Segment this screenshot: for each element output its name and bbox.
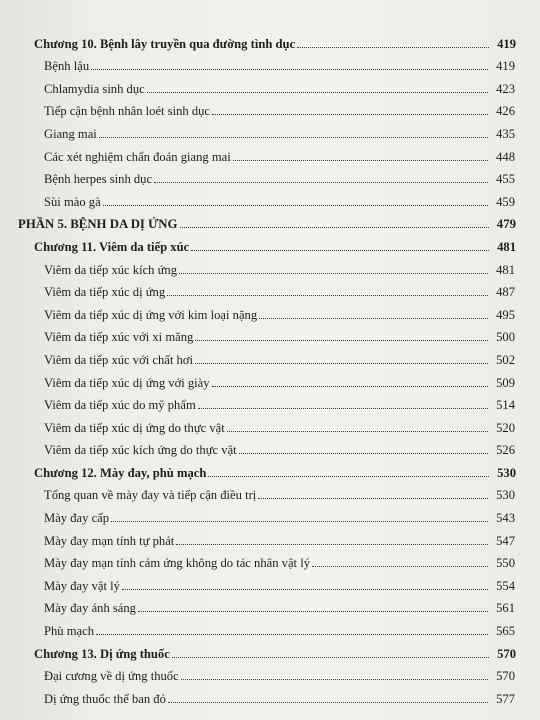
toc-page-number: 514 [496,398,515,413]
toc-entry-title: Đại cương về dị ứng thuốc [44,669,179,684]
toc-entry-title: Chương 11. Viêm da tiếp xúc [34,239,190,254]
toc-page-number: 487 [496,285,515,300]
dot-leader [227,431,488,432]
dot-leader [239,453,488,454]
toc-page-number: 500 [496,330,515,345]
dot-leader [297,47,489,48]
dot-leader [233,160,488,161]
toc-entry-title: Viêm da tiếp xúc dị ứng với kim loại nặng [44,307,258,322]
dot-leader [208,476,489,477]
toc-entry-title: Tiếp cận bệnh nhân loét sinh dục [44,104,211,119]
toc-page-number: 530 [496,488,515,503]
toc-entry [0,141,540,164]
dot-leader [191,250,489,251]
toc-page-number: 481 [497,239,516,254]
toc-entry [0,277,540,300]
dot-leader [198,408,488,409]
toc-entry [0,367,540,390]
toc-page-number: 502 [496,352,515,367]
dot-leader [103,205,488,206]
toc-entry [0,118,540,141]
toc-page-number: 435 [496,126,515,141]
toc-entry-title: Viêm da tiếp xúc với chất hơi [44,352,193,367]
toc-page-number: 577 [496,691,515,706]
toc-entry [0,570,540,593]
toc-part-heading [0,209,540,232]
toc-page-number: 530 [497,465,516,480]
toc-entry [0,435,540,458]
dot-leader [138,611,488,612]
toc-entry-title: Mày đay mạn tính cảm ứng không do tác nhân vật lý [44,556,310,571]
toc-entry-title: Viêm da tiếp xúc dị ứng với giày [44,375,210,390]
dot-leader [312,566,488,567]
toc-entry [0,73,540,96]
toc-entry-title: Viêm da tiếp xúc dị ứng do thực vật [44,420,225,435]
dot-leader [154,182,488,183]
dot-leader [168,702,488,703]
dot-leader [181,679,488,680]
dot-leader [111,521,488,522]
toc-entry-title: Viêm da tiếp xúc kích ứng do thực vật [44,443,237,458]
toc-page-number: 547 [496,533,515,548]
toc-entry [0,390,540,413]
toc-page-number: 419 [497,36,516,51]
toc-page-number: 554 [496,578,515,593]
toc-entry [0,593,540,616]
toc-entry-title: Sùi mào gà [44,194,101,209]
toc-entry [0,96,540,119]
toc-entry-title: Dị ứng thuốc thể ban đỏ [44,691,166,706]
toc-entry [0,344,540,367]
toc-entry [0,299,540,322]
toc-page-number: 419 [496,59,515,74]
toc-entry-title: Chương 13. Dị ứng thuốc [34,646,170,661]
toc-entry-title: Phù mạch [44,624,95,639]
dot-leader [167,295,488,296]
dot-leader [122,589,488,590]
toc-entry [0,683,540,706]
toc-entry-title: Viêm da tiếp xúc kích ứng [44,262,178,277]
toc-page-number: 426 [496,104,515,119]
table-of-contents [0,28,540,706]
dot-leader [195,363,488,364]
toc-entry-title: Mày đay mạn tính tự phát [44,533,175,548]
toc-entry-title: Mày đay ánh sáng [44,601,136,616]
toc-entry-title: Giang mai [44,126,97,141]
toc-entry-title: PHẦN 5. BỆNH DA DỊ ỨNG [18,217,178,232]
toc-page-number: 509 [496,375,515,390]
toc-page-number: 495 [496,307,515,322]
toc-chapter-heading [0,28,540,51]
toc-entry [0,322,540,345]
toc-entry-title: Các xét nghiệm chẩn đoán giang mai [44,149,231,164]
toc-page-number: 565 [496,624,515,639]
toc-page-number: 570 [496,669,515,684]
toc-page-number: 550 [496,556,515,571]
dot-leader [179,273,488,274]
dot-leader [172,657,489,658]
toc-chapter-heading [0,231,540,254]
toc-entry [0,254,540,277]
toc-page-number: 570 [497,646,516,661]
dot-leader [176,544,488,545]
toc-page-number: 448 [496,149,515,164]
toc-entry [0,548,540,571]
toc-entry [0,480,540,503]
toc-entry-title: Viêm da tiếp xúc dị ứng [44,285,166,300]
dot-leader [212,386,488,387]
toc-page-number: 423 [496,81,515,96]
dot-leader [147,92,488,93]
toc-page-number: 459 [496,194,515,209]
toc-page-number: 520 [496,420,515,435]
toc-entry-title: Viêm da tiếp xúc với xi măng [44,330,194,345]
dot-leader [180,227,490,228]
toc-page-number: 526 [496,443,515,458]
toc-page-number: 481 [496,262,515,277]
toc-page-number: 543 [496,511,515,526]
toc-chapter-heading [0,638,540,661]
toc-entry-title: Mày đay vật lý [44,578,120,593]
toc-entry [0,615,540,638]
toc-entry-title: Viêm da tiếp xúc do mỹ phẩm [44,398,196,413]
toc-entry-title: Chương 10. Bệnh lây truyền qua đường tình dục [34,36,296,51]
toc-entry [0,502,540,525]
toc-entry [0,412,540,435]
dot-leader [258,498,488,499]
toc-page-number: 479 [496,217,516,232]
dot-leader [259,318,488,319]
toc-entry [0,661,540,684]
dot-leader [99,137,488,138]
toc-entry [0,164,540,187]
dot-leader [212,114,488,115]
toc-entry [0,186,540,209]
toc-page-number: 455 [496,172,515,187]
toc-entry-title: Bệnh lậu [44,59,90,74]
toc-entry-title: Chlamydia sinh dục [44,81,145,96]
toc-entry-title: Chương 12. Mày đay, phù mạch [34,465,207,480]
dot-leader [195,340,488,341]
toc-entry-title: Mày đay cấp [44,511,110,526]
dot-leader [96,634,488,635]
dot-leader [91,69,488,70]
toc-entry-title: Tổng quan về mày đay và tiếp cận điều trị [44,488,257,503]
toc-chapter-heading [0,457,540,480]
toc-entry [0,51,540,74]
toc-page-number: 561 [496,601,515,616]
toc-entry [0,525,540,548]
toc-entry-title: Bệnh herpes sinh dục [44,172,153,187]
